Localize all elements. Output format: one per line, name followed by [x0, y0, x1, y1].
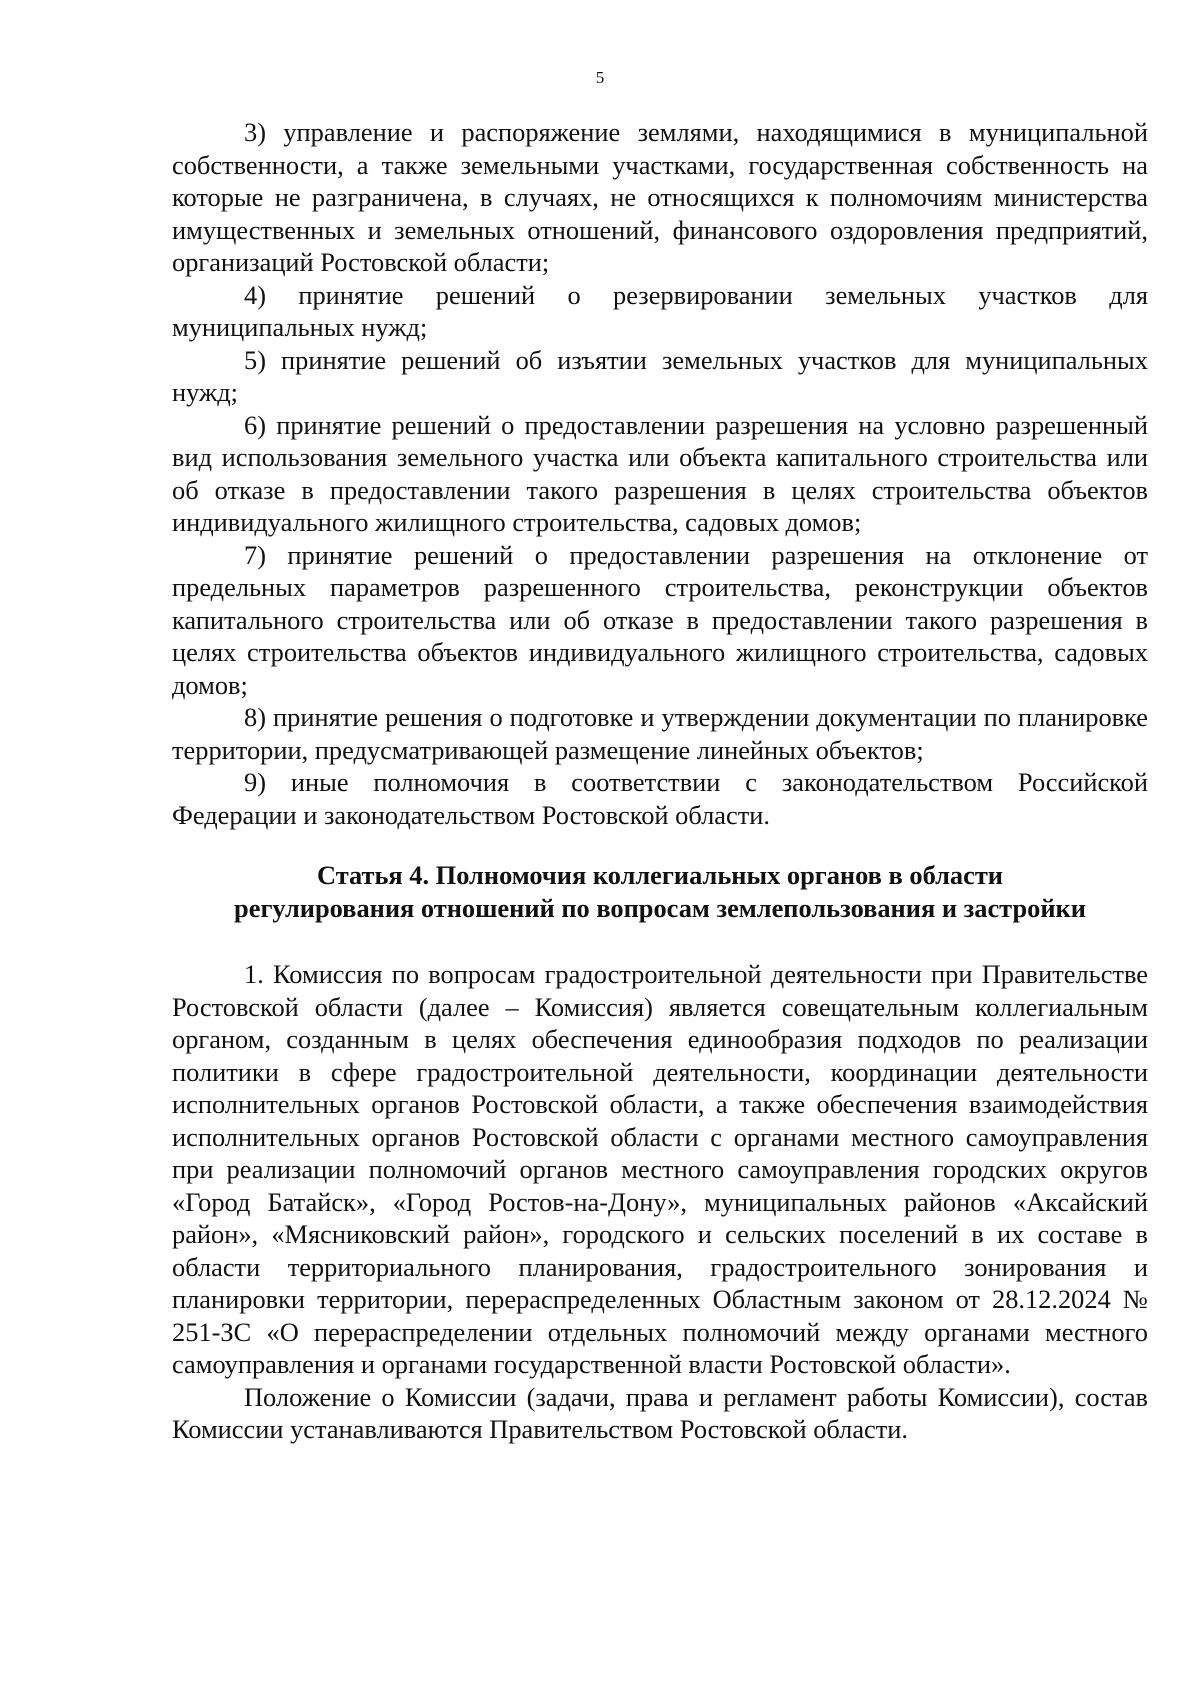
list-item-8: 8) принятие решения о подготовке и утверждении документации по планировке территории, предусматривающей размещение линейных объектов; [172, 702, 1148, 765]
article-paragraph-2: Положение о Комиссии (задачи, права и регламент работы Комиссии), состав Комиссии устанавливаются Правительством Ростовской области. [172, 1381, 1148, 1444]
list-item-7: 7) принятие решений о предоставлении разрешения на отклонение от предельных параметров разрешенного строительства, реконструкции объектов капитального строительства или об отказе в предоставлении такого разрешения в целях строительства объектов индивидуального жилищного строительства, садовых домов; [172, 539, 1148, 700]
page-number: 5 [595, 68, 605, 87]
list-item-4: 4) принятие решений о резервировании земельных участков для муниципальных нужд; [172, 279, 1148, 342]
article-heading-line-1: Статья 4. Полномочия коллегиальных органов в области [316, 860, 1003, 890]
article-heading [172, 859, 1148, 924]
spacer [172, 924, 1148, 958]
list-item-6: 6) принятие решений о предоставлении разрешения на условно разрешенный вид использования земельного участка или объекта капитального строительства или об отказе в предоставлении такого разрешения в целях строительства объектов индивидуального жилищного строительства, садовых домов; [172, 409, 1148, 537]
list-item-3: 3) управление и распоряжение землями, находящимися в муниципальной собственности, а также земельными участками, государственная собственность на которые не разграничена, в случаях, не относящихся к полномочиям министерства имущественных и земельных отношений, финансового оздоровления предприятий, организаций Ростовской области; [172, 117, 1148, 277]
list-item-5: 5) принятие решений об изъятии земельных участков для муниципальных нужд; [172, 344, 1148, 407]
document-body [172, 116, 1148, 1446]
spacer [172, 831, 1148, 859]
article-heading-line-2: регулирования отношений по вопросам землепользования и застройки [234, 892, 1086, 923]
list-item-9: 9) иные полномочия в соответствии с законодательством Российской Федерации и законодательством Ростовской области. [172, 767, 1148, 830]
article-paragraph-1: 1. Комиссия по вопросам градостроительной деятельности при Правительстве Ростовской области (далее – Комиссия) является совещательным коллегиальным органом, созданным в целях обеспечения единообразия подходов по реализации политики в сфере градостроительной деятельности, координации деятельности исполнительных органов Ростовской области, а также обеспечения взаимодействия исполнительных органов Ростовской области с органами местного самоуправления при реализации полномочий органов местного самоуправления городских округов «Город Батайск», «Город Ростов-на-Дону», муниципальных районов «Аксайский район», «Мясниковский район», городского и сельских поселений в их составе в области территориального планирования, градостроительного зонирования и планировки территории, перераспределенных Областным законом от 28.12.2024 № 251-ЗС «О перераспределении отдельных полномочий между органами местного самоуправления и органами государственной власти Ростовской области». [172, 959, 1148, 1379]
